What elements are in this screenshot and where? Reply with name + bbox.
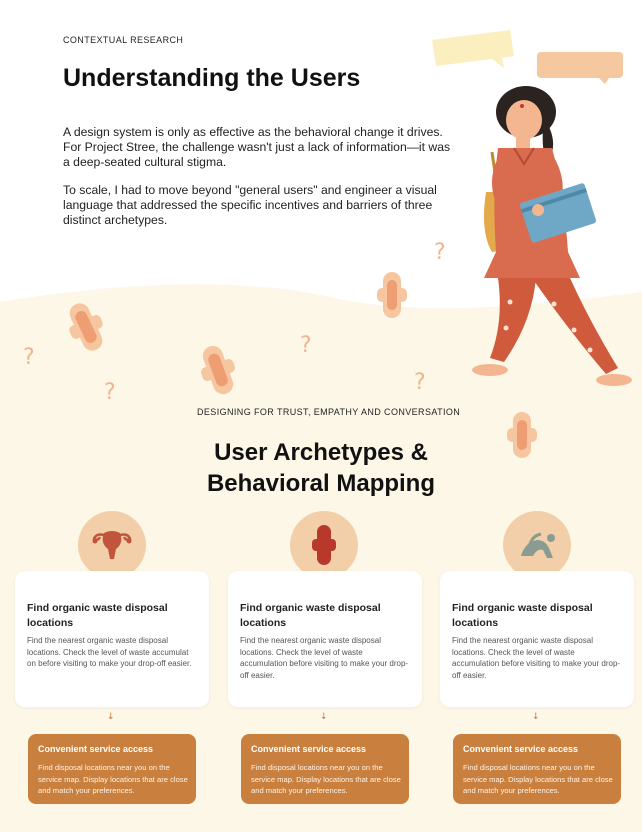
section-eyebrow: DESIGNING FOR TRUST, EMPATHY AND CONVERSATION [197,407,461,417]
sanitary-pad-icon [505,410,539,460]
section-eyebrow: CONTEXTUAL RESEARCH [63,35,184,45]
archetype-card [228,571,422,707]
arrow-down-icon: ↓ [107,712,115,722]
archetypes-paragraph: To scale, I had to move beyond "general users" and engineer a visual language that addressed the specific incentives and barriers of three distinct archetypes. [63,183,437,227]
service-description: Find disposal locations near you on the service map. Display locations that are close and match your preferences. [463,763,613,795]
speech-bubble-peach [535,50,625,86]
card-description: Find the nearest organic waste disposal locations. Check the level of waste accumulat on before visiting to make your drop-off easier. [27,636,192,668]
woman-illustration [440,82,640,398]
service-title: Convenient service access [251,744,367,754]
archetype-icon-circle [503,511,571,579]
card-description: Find the nearest organic waste disposal locations. Check the level of waste accumulation before visiting to make your drop-off easier. [240,636,409,680]
uterus-icon [90,525,134,565]
card-title: Find organic waste disposal locations [240,602,381,629]
service-description: Find disposal locations near you on the service map. Display locations that are close and match your preferences. [38,763,188,795]
yoga-pose-icon [515,528,559,562]
service-card [453,734,621,804]
speech-bubble-yellow [428,28,524,72]
question-mark-icon: ? [300,333,312,358]
sanitary-pad-icon [309,523,339,567]
question-mark-icon: ? [434,240,446,265]
question-mark-icon: ? [414,370,426,395]
sanitary-pad-icon [375,270,409,320]
card-title: Find organic waste disposal locations [27,602,168,629]
question-mark-icon: ? [104,380,116,405]
sanitary-pad-icon [198,343,238,397]
service-description: Find disposal locations near you on the service map. Display locations that are close and match your preferences. [251,763,401,795]
archetype-icon-circle [290,511,358,579]
arrow-down-icon: ↓ [532,712,540,722]
service-card [28,734,196,804]
archetype-card [440,571,634,707]
card-description: Find the nearest organic waste disposal locations. Check the level of waste accumulation before visiting to make your drop-off easier. [452,636,621,680]
sanitary-pad-icon [66,300,106,354]
service-card [241,734,409,804]
section-title: User Archetypes & Behavioral Mapping [206,439,436,497]
archetype-icon-circle [78,511,146,579]
archetype-card [15,571,209,707]
page-title: Understanding the Users [63,64,361,92]
question-mark-icon: ? [23,345,35,370]
service-title: Convenient service access [38,744,154,754]
service-title: Convenient service access [463,744,579,754]
arrow-down-icon: ↓ [320,712,328,722]
card-title: Find organic waste disposal locations [452,602,593,629]
intro-paragraph: A design system is only as effective as the behavioral change it drives. For Project Stree, the challenge wasn't just a lack of information—it was a deep-seated cultural stigma. [63,125,451,169]
